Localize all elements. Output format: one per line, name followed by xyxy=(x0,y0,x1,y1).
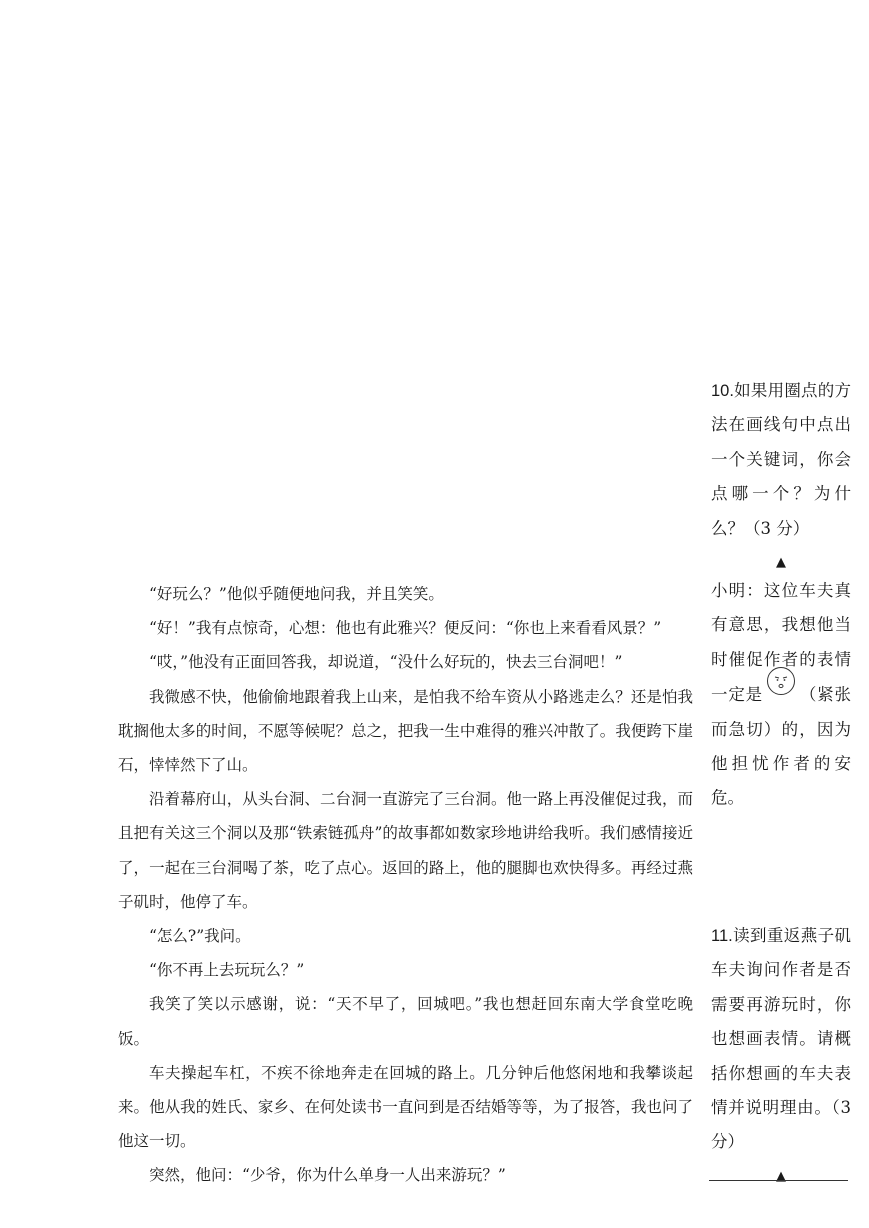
passage-paragraph: 车夫操起车杠，不疾不徐地奔走在回城的路上。几分钟后他悠闲地和我攀谈起来。他从我的姓氏、家乡、在何处读书一直问到是否结婚等等，为了报答，我也问了他这一切。 xyxy=(118,1063,693,1151)
worried-face-icon xyxy=(767,667,795,695)
answer-marker: ▲ xyxy=(776,1168,786,1184)
passage-paragraph: 我笑了笑以示感谢，说：“天不早了，回城吧。”我也想赶回东南大学食堂吃晚饭。 xyxy=(118,995,693,1048)
question-11-number: 11. xyxy=(711,927,733,945)
passage-paragraph: “哎，”他没有正面回答我，却说道，“没什么好玩的，快去三台洞吧！” xyxy=(149,653,623,672)
passage-paragraph: “你不再上去玩玩么？” xyxy=(149,961,305,980)
question-10 xyxy=(711,374,851,580)
answer-line xyxy=(709,1180,848,1181)
question-10-text: 10.如果用圈点的方法在画线句中点出一个关键词，你会点哪一个？为什么？（3 分） xyxy=(711,381,851,538)
passage xyxy=(118,577,693,1193)
question-11-text: 11.读到重返燕子矶车夫询问作者是否需要再游玩时，你也想画表情。请概括你想画的车夫表情并说明理由。（3 分） xyxy=(711,926,851,1152)
passage-paragraph: 沿着幕府山，从头台洞、二台洞一直游完了三台洞。他一路上再没催促过我，而且把有关这三个洞以及那“铁索链孤舟”的故事都如数家珍地讲给我听。我们感情接近了，一起在三台洞喝了茶，吃了点心。返回的路上，他的腿脚也欢快得多。再经过燕子矶时，他停了车。 xyxy=(118,790,693,911)
passage-paragraph: 突然，他问：“少爷，你为什么单身一人出来游玩？” xyxy=(149,1166,506,1185)
answer-marker: ▲ xyxy=(776,555,786,571)
passage-paragraph: “好玩么？”他似乎随便地问我，并且笑笑。 xyxy=(149,585,444,603)
xiaoming-comment xyxy=(711,574,851,816)
question-11 xyxy=(711,919,851,1194)
passage-paragraph: “好！”我有点惊奇，心想：他也有此雅兴？便反问：“你也上来看看风景？” xyxy=(149,619,662,638)
passage-paragraph: “怎么?”我问。 xyxy=(149,927,251,946)
passage-paragraph: 我微感不快，他偷偷地跟着我上山来，是怕我不给车资从小路逃走么？还是怕我耽搁他太多的时间，不愿等候呢？总之，把我一生中难得的雅兴冲散了。我便跨下崖石，悻悻然下了山。 xyxy=(118,687,693,775)
question-10-number: 10. xyxy=(711,382,734,400)
xiaoming-text: 小明：这位车夫真有意思，我想他当时催促作者的表情一定是 （紧张而急切）的，因为他担忧作者的安危。 xyxy=(711,581,852,808)
